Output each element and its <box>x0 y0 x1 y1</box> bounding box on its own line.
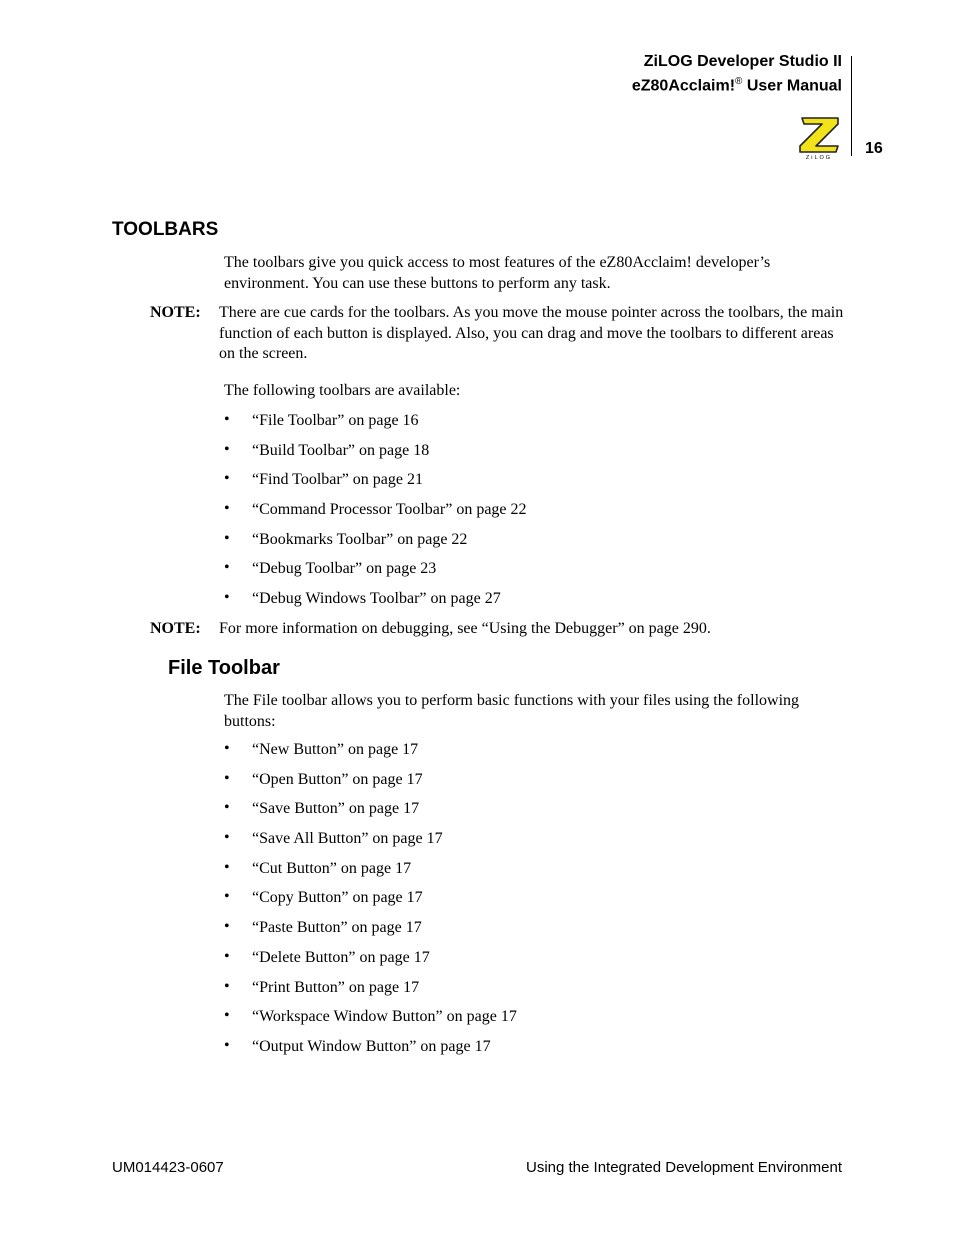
list-item[interactable] <box>224 740 824 770</box>
header-manual: User Manual <box>742 77 842 95</box>
registered-mark: ® <box>735 76 743 87</box>
footer-section: Using the Integrated Development Environment <box>525 1159 842 1176</box>
bullet-icon: • <box>224 858 230 876</box>
list-item[interactable] <box>224 500 824 530</box>
note-label: NOTE: <box>150 620 201 637</box>
list-item-text[interactable]: “File Toolbar” on page 16 <box>252 412 419 429</box>
list-item-text[interactable]: “New Button” on page 17 <box>252 741 419 758</box>
bullet-icon: • <box>224 500 230 518</box>
list-item[interactable] <box>224 799 824 829</box>
list-item[interactable] <box>224 948 824 978</box>
bullet-icon: • <box>224 829 230 847</box>
list-item[interactable] <box>224 589 824 619</box>
list-item[interactable] <box>224 918 824 948</box>
note-text: There are cue cards for the toolbars. As you move the mouse pointer across the toolbars, the main function of each button is displayed. Also, you can drag and move the toolbars to different areas on the screen. <box>219 304 844 362</box>
list-item-text[interactable]: “Build Toolbar” on page 18 <box>252 441 430 459</box>
list-item[interactable] <box>224 559 824 589</box>
toolbars-intro: The toolbars give you quick access to most features of the eZ80Acclaim! developer’s environment. You can use these buttons to perform any task. <box>224 254 771 292</box>
list-item-text[interactable]: “Copy Button” on page 17 <box>252 889 423 907</box>
bullet-icon: • <box>224 589 230 607</box>
footer-doc-id: UM014423-0607 <box>112 1159 224 1176</box>
bullet-icon: • <box>224 888 230 906</box>
list-item[interactable] <box>224 770 824 800</box>
bullet-icon: • <box>224 411 230 428</box>
subsection-heading: File Toolbar <box>168 657 280 679</box>
bullet-icon: • <box>224 559 230 577</box>
header-product: eZ80Acclaim! <box>631 77 736 95</box>
list-item-text[interactable]: “Debug Windows Toolbar” on page 27 <box>252 590 501 608</box>
logo-wordmark: ZiLOG <box>805 155 833 160</box>
list-item[interactable] <box>224 411 824 441</box>
header-subtitle <box>632 72 842 96</box>
list-item-text[interactable]: “Cut Button” on page 17 <box>252 859 412 877</box>
list-item[interactable] <box>224 441 824 471</box>
list-item-text[interactable]: “Open Button” on page 17 <box>252 770 423 788</box>
list-item-text[interactable]: “Print Button” on page 17 <box>252 978 420 996</box>
list-item[interactable] <box>224 888 824 918</box>
list-item-text[interactable]: “Debug Toolbar” on page 23 <box>252 560 437 578</box>
file-button-list <box>224 740 824 1067</box>
header-divider <box>851 56 852 156</box>
bullet-icon: • <box>224 470 230 488</box>
list-item[interactable] <box>224 1037 824 1067</box>
bullet-icon: • <box>224 977 230 995</box>
header-title: ZiLOG Developer Studio II <box>643 53 842 70</box>
zilog-logo <box>796 114 842 160</box>
bullet-icon: • <box>224 1007 230 1025</box>
available-intro: The following toolbars are available: <box>224 382 461 399</box>
list-item-text[interactable]: “Workspace Window Button” on page 17 <box>252 1008 517 1026</box>
list-item[interactable] <box>224 1007 824 1037</box>
list-item-text[interactable]: “Save Button” on page 17 <box>252 800 420 818</box>
list-item-text[interactable]: “Paste Button” on page 17 <box>252 919 422 937</box>
list-item-text[interactable]: “Bookmarks Toolbar” on page 22 <box>252 530 468 548</box>
list-item[interactable] <box>224 470 824 500</box>
toolbar-list <box>224 411 824 619</box>
list-item-text[interactable]: “Command Processor Toolbar” on page 22 <box>252 501 527 519</box>
bullet-icon: • <box>224 1036 230 1054</box>
list-item-text[interactable]: “Output Window Button” on page 17 <box>252 1037 491 1055</box>
section-heading: TOOLBARS <box>112 219 219 240</box>
note-text: For more information on debugging, see “Using the Debugger” on page 290. <box>219 620 711 637</box>
bullet-icon: • <box>224 529 230 547</box>
list-item[interactable] <box>224 829 824 859</box>
bullet-icon: • <box>224 918 230 936</box>
bullet-icon: • <box>224 799 230 817</box>
list-item[interactable] <box>224 530 824 560</box>
bullet-icon: • <box>224 769 230 787</box>
bullet-icon: • <box>224 947 230 965</box>
list-item-text[interactable]: “Save All Button” on page 17 <box>252 830 443 848</box>
bullet-icon: • <box>224 440 230 458</box>
note-label: NOTE: <box>150 304 201 321</box>
list-item[interactable] <box>224 859 824 889</box>
list-item[interactable] <box>224 978 824 1008</box>
file-toolbar-intro: The File toolbar allows you to perform basic functions with your files using the following buttons: <box>224 692 800 730</box>
list-item-text[interactable]: “Delete Button” on page 17 <box>252 948 430 966</box>
page-number: 16 <box>865 140 883 157</box>
list-item-text[interactable]: “Find Toolbar” on page 21 <box>252 471 423 489</box>
bullet-icon: • <box>224 740 230 757</box>
